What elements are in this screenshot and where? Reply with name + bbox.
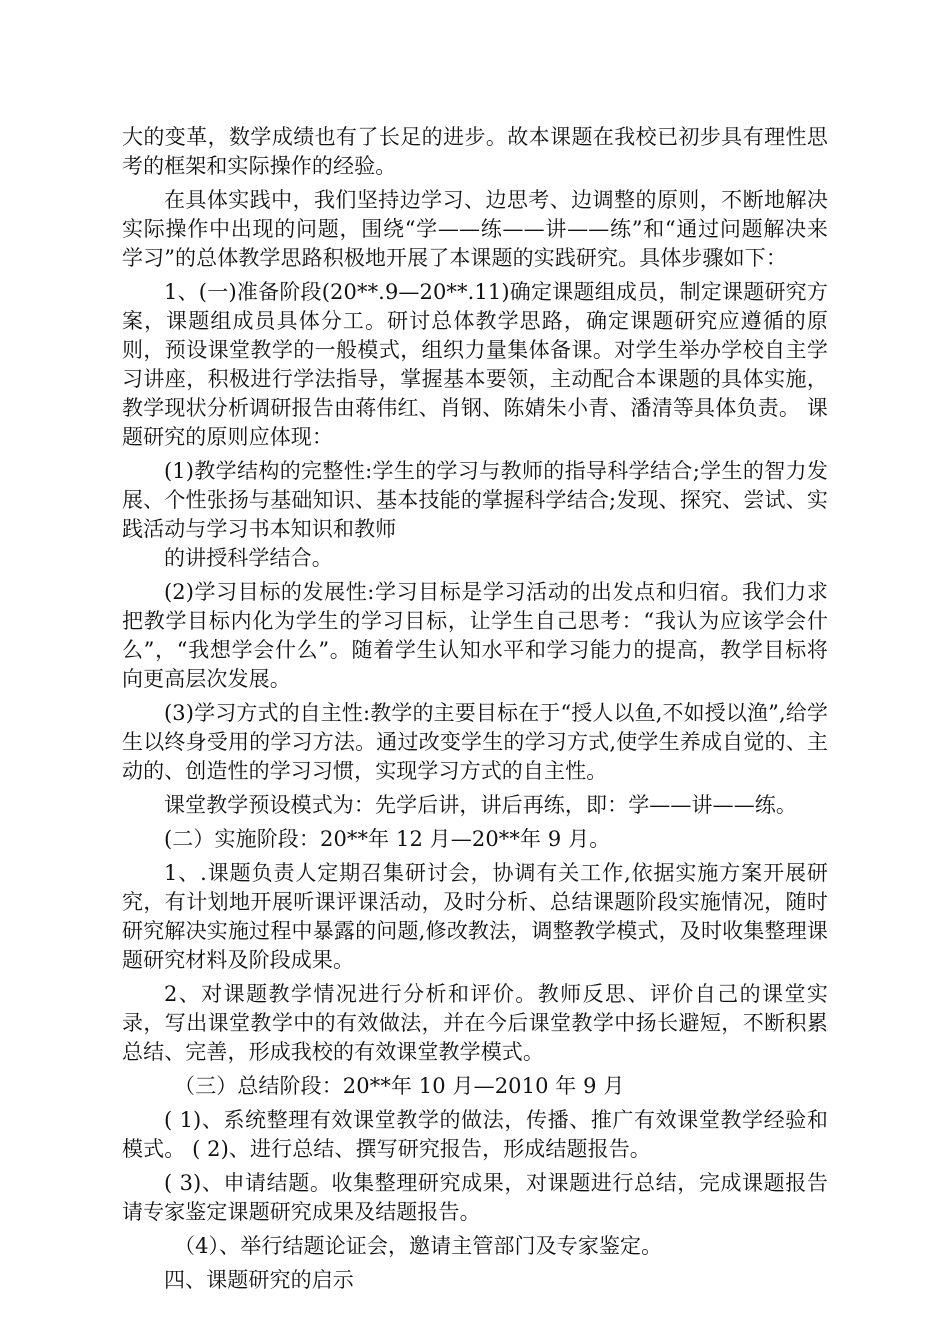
paragraph-teaching-model: 课堂教学预设模式为：先学后讲，讲后再练，即：学——讲——练。 — [164, 793, 797, 817]
paragraph-intro-continuation: 大的变革，数学成绩也有了长足的进步。故本课题在我校已初步具有理性思考的框架和实际操作的经验。 — [122, 125, 828, 178]
heading-section-four: 四、课题研究的启示 — [164, 1268, 354, 1292]
paragraph-principle-1-end: 的讲授科学结合。 — [164, 546, 333, 570]
paragraph-summary-1-2: ( 1)、系统整理有效课堂教学的做法，传播、推广有效课堂教学经验和模式。 ( 2)、进行总结、撰写研究报告，形成结题报告。 — [122, 1108, 828, 1161]
paragraph-summary-4: （4）、举行结题论证会，邀请主管部门及专家鉴定。 — [174, 1234, 663, 1258]
paragraph-practice: 在具体实践中，我们坚持边学习、边思考、边调整的原则，不断地解决实际操作中出现的问题，围绕“学——练——讲——练”和“通过问题解决来学习”的总体教学思路积极地开展了本课题的实践研究。具体步骤如下： — [122, 188, 828, 270]
paragraph-implementation-1: 1、.课题负责人定期召集研讨会，协调有关工作,依据实施方案开展研究，有计划地开展听课评课活动，及时分析、总结课题阶段实施情况，随时研究解决实施过程中暴露的问题,修改教法，调整教学模式，及时收集整理课题研究材料及阶段成果。 — [122, 861, 828, 972]
paragraph-principle-1: (1)教学结构的完整性:学生的学习与教师的指导科学结合;学生的智力发展、个性张扬与基础知识、基本技能的掌握科学结合;发现、探究、尝试、实践活动与学习书本知识和教师 — [122, 459, 828, 541]
paragraph-implementation-2: 2、对课题教学情况进行分析和评价。教师反思、评价自己的课堂实录，写出课堂教学中的有效做法，并在今后课堂教学中扬长避短，不断积累总结、完善，形成我校的有效课堂教学模式。 — [122, 982, 828, 1064]
paragraph-summary-3: ( 3)、申请结题。收集整理研究成果，对课题进行总结，完成课题报告请专家鉴定课题研究成果及结题报告。 — [122, 1171, 828, 1224]
paragraph-preparation-stage: 1、(一)准备阶段(20**.9—20**.11)确定课题组成员，制定课题研究方案，课题组成员具体分工。研讨总体教学思路，确定课题研究应遵循的原则，预设课堂教学的一般模式，组织力量集体备课。对学生举办学校自主学习讲座，积极进行学法指导，掌握基本要领，主动配合本课题的具体实施，教学现状分析调研报告由蒋伟红、肖钢、陈婧朱小青、潘清等具体负责。 课题研究的原则应体现： — [122, 280, 828, 449]
paragraph-principle-3: (3)学习方式的自主性:教学的主要目标在于“授人以鱼,不如授以渔”,给学生以终身受用的学习方法。通过改变学生的学习方式,使学生养成自觉的、主动的、创造性的学习习惯，实现学习方式的自主性。 — [122, 701, 828, 783]
heading-summary-stage: （三）总结阶段：20**年 10 月—2010 年 9 月 — [174, 1074, 625, 1098]
document-page — [122, 123, 828, 1300]
heading-implementation-stage: (二）实施阶段：20**年 12 月—20**年 9 月。 — [164, 827, 611, 851]
paragraph-principle-2: (2)学习目标的发展性:学习目标是学习活动的出发点和归宿。我们力求把教学目标内化为学生的学习目标，让学生自己思考：“我认为应该学会什么”，“我想学会什么”。随着学生认知水平和学习能力的提高，教学目标将向更高层次发展。 — [122, 580, 828, 691]
